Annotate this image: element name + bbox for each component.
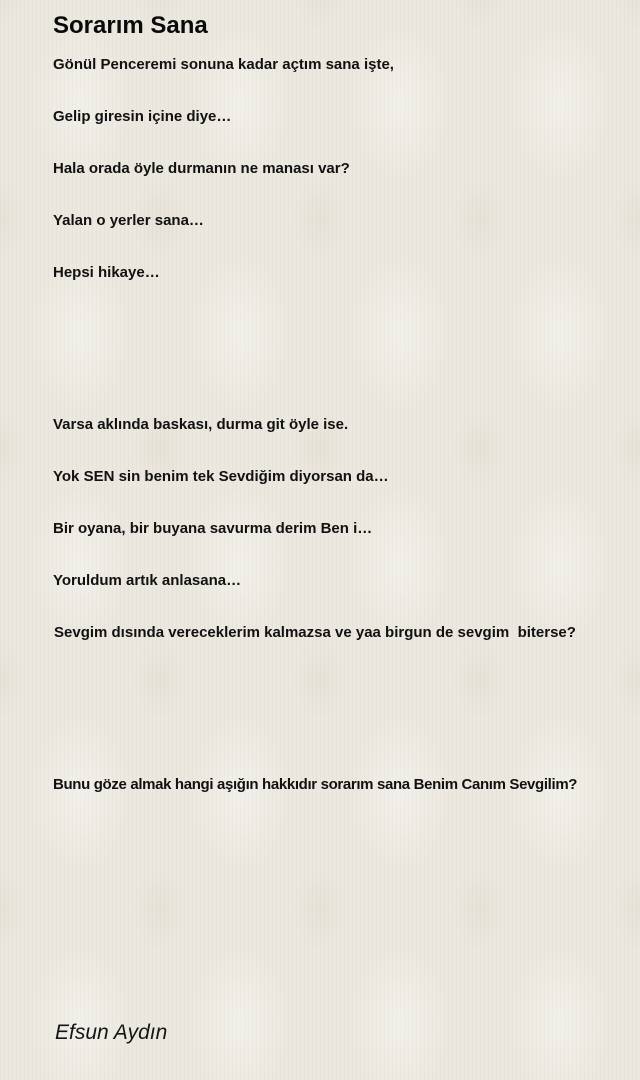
poem-line: Bir oyana, bir buyana savurma derim Ben i… [53,520,373,537]
poem-author: Efsun Aydın [55,1021,168,1044]
poem-line: Gelip giresin içine diye… [53,108,232,125]
poem-line: Yok SEN sin benim tek Sevdiğim diyorsan da… [53,468,389,485]
poem-line: Yoruldum artık anlasana… [53,572,242,589]
poem-line: Varsa aklında baskası, durma git öyle ise. [53,416,349,433]
poem-line: Yalan o yerler sana… [53,212,204,229]
poem-line: Sevgim dısında vereceklerim kalmazsa ve yaa birgun de sevgim biterse? [54,624,576,641]
poem-line: Bunu göze almak hangi aşığın hakkıdır sorarım sana Benim Canım Sevgilim? [53,776,578,793]
poem-line: Gönül Penceremi sonuna kadar açtım sana işte, [53,56,394,73]
poem-title: Sorarım Sana [53,12,208,39]
poem-line: Hala orada öyle durmanın ne manası var? [53,160,350,177]
poem-line: Hepsi hikaye… [53,264,160,281]
